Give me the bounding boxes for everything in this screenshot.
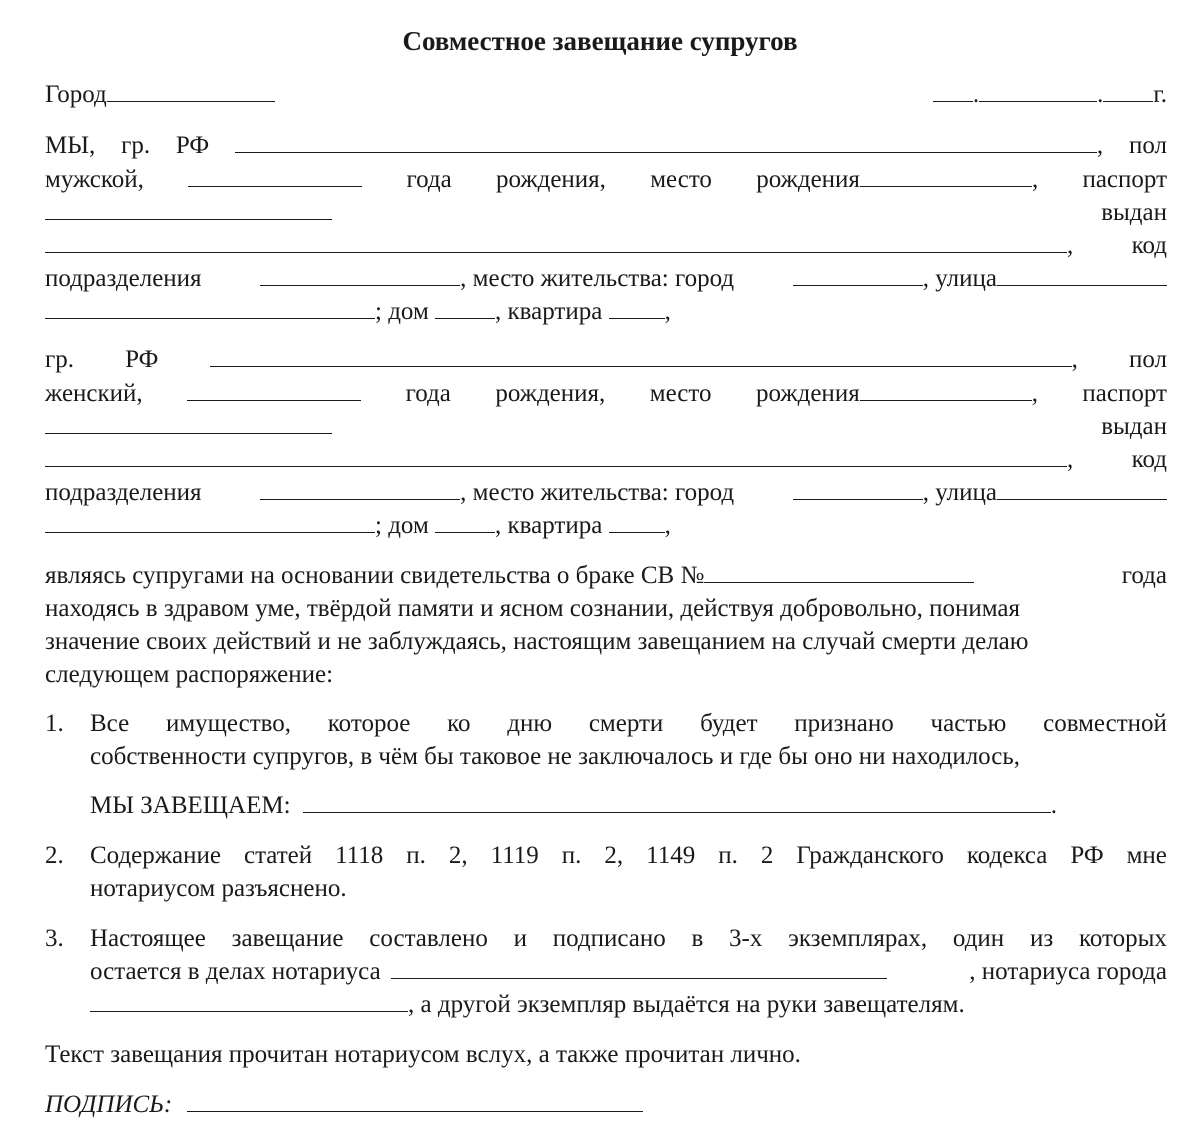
wife-name-row	[45, 343, 1167, 377]
husband-division-code-field[interactable]	[260, 263, 460, 286]
husband-gender: мужской,	[45, 166, 144, 193]
husband-division-group	[260, 262, 734, 296]
period: .	[1050, 792, 1058, 819]
husband-house-field[interactable]	[435, 296, 495, 319]
husband-birthplace-group	[756, 163, 1038, 197]
notary-name-field[interactable]	[391, 956, 887, 979]
wife-birthplace-group	[756, 377, 1038, 411]
wife-passport-row	[45, 410, 1167, 444]
comma: ,	[664, 298, 671, 325]
word: 1118	[335, 842, 384, 869]
wife-address-row	[45, 476, 1167, 510]
item-3-text: , а другой экземпляр выдаётся на руки завещателям.	[408, 991, 965, 1018]
husband-name-row	[45, 129, 1167, 163]
issued-label: выдан	[1101, 199, 1167, 226]
word: кодекса	[966, 842, 1048, 869]
marriage-cert-group	[45, 559, 974, 593]
husband-name-group	[235, 129, 1103, 163]
item-3-line-2	[90, 955, 1167, 989]
word: завещание	[231, 925, 344, 952]
husband-street-cont-field[interactable]	[45, 296, 375, 319]
comma: ,	[1031, 380, 1038, 407]
word: место	[650, 166, 712, 193]
wife-issued-by-field[interactable]	[45, 444, 1067, 467]
date-day-field[interactable]	[933, 79, 973, 102]
residence-label: , место жительства: город	[460, 265, 735, 292]
country-label: РФ	[125, 346, 159, 373]
item-3-text: , нотариуса города	[969, 958, 1167, 985]
wife-issuer-row	[45, 443, 1167, 477]
wife-house-row	[45, 509, 1167, 543]
house-label: ; дом	[375, 298, 429, 325]
citizen-label: гр.	[121, 132, 151, 159]
bequeath-row	[90, 789, 1167, 823]
husband-city-group	[793, 262, 1167, 296]
wife-gender: женский,	[45, 380, 143, 407]
word: рождения	[756, 166, 860, 193]
word: признано	[794, 710, 894, 737]
word: года	[405, 380, 451, 407]
wife-street-cont-field[interactable]	[45, 510, 375, 533]
wife-birthplace-field[interactable]	[860, 378, 1032, 401]
word: 2,	[448, 842, 468, 869]
husband-passport-row	[45, 196, 1167, 230]
apartment-label: , квартира	[495, 512, 603, 539]
signature-row	[45, 1088, 1167, 1122]
word: Все	[90, 710, 130, 737]
husband-house-row	[45, 295, 1167, 329]
signature-label: ПОДПИСЬ:	[45, 1091, 173, 1118]
wife-street-field[interactable]	[997, 477, 1167, 500]
word: экземплярах,	[788, 925, 928, 952]
marriage-line-2: находясь в здравом уме, твёрдой памяти и ясном сознании, действуя добровольно, понимая	[45, 595, 1021, 622]
division-label: подразделения	[45, 265, 202, 292]
word: частью	[930, 710, 1007, 737]
husband-city-field[interactable]	[793, 263, 923, 286]
word: п.	[718, 842, 738, 869]
marriage-line-4: следующем распоряжение:	[45, 661, 334, 688]
street-label: , улица	[922, 265, 997, 292]
we-label: МЫ,	[45, 132, 96, 159]
word: из	[1029, 925, 1054, 952]
citizen-label: гр.	[45, 346, 75, 373]
word: в	[691, 925, 704, 952]
word: РФ	[1070, 842, 1104, 869]
word: дню	[507, 710, 553, 737]
issued-label: выдан	[1101, 413, 1167, 440]
marriage-line-1	[45, 559, 1167, 593]
date-year-field[interactable]	[1103, 79, 1153, 102]
notary-city-field[interactable]	[90, 989, 408, 1012]
city-label: Город	[45, 81, 107, 108]
date-month-field[interactable]	[979, 79, 1097, 102]
passport-label: паспорт	[1082, 166, 1167, 193]
word: совместной	[1043, 710, 1167, 737]
word: имущество,	[165, 710, 292, 737]
item-1-number: 1.	[45, 710, 64, 737]
gender-label: пол	[1128, 346, 1167, 373]
word: которых	[1078, 925, 1167, 952]
code-label: код	[1131, 446, 1167, 473]
word: и	[513, 925, 527, 952]
residence-label: , место жительства: город	[460, 479, 735, 506]
word: 2	[760, 842, 774, 869]
husband-apartment-field[interactable]	[609, 296, 665, 319]
wife-birth-row	[45, 377, 1167, 411]
date-separator: .	[972, 81, 980, 108]
word: ко	[447, 710, 471, 737]
husband-issuer-row	[45, 229, 1167, 263]
apartment-label: , квартира	[495, 298, 603, 325]
husband-passport-number-field[interactable]	[45, 197, 332, 220]
word: статей	[243, 842, 313, 869]
wife-apartment-field[interactable]	[609, 510, 665, 533]
word: подписано	[552, 925, 666, 952]
passport-label: паспорт	[1082, 380, 1167, 407]
comma: ,	[1067, 446, 1074, 473]
item-3-line-1	[90, 922, 1167, 956]
word: п.	[406, 842, 426, 869]
word: мне	[1126, 842, 1167, 869]
word: п.	[561, 842, 582, 869]
husband-issuer-group	[45, 229, 1073, 263]
husband-birthplace-field[interactable]	[860, 164, 1032, 187]
comma: ,	[1096, 132, 1104, 159]
word: Настоящее	[90, 925, 206, 952]
husband-street-field[interactable]	[997, 263, 1167, 286]
husband-name-field[interactable]	[235, 130, 1097, 153]
word: Содержание	[90, 842, 221, 869]
wife-birth-year-field[interactable]	[187, 378, 361, 401]
husband-birth-row	[45, 163, 1167, 197]
code-label: код	[1131, 232, 1167, 259]
word: года	[406, 166, 452, 193]
marriage-text: являясь супругами на основании свидетельства о браке СВ №	[45, 562, 705, 589]
item-1-line-1	[90, 707, 1167, 741]
word: будет	[700, 710, 758, 737]
husband-birth-year-field[interactable]	[188, 164, 362, 187]
house-label: ; дом	[375, 512, 429, 539]
wife-passport-number-field[interactable]	[45, 411, 332, 434]
word: составлено	[369, 925, 488, 952]
word: которое	[327, 710, 411, 737]
wife-name-group	[210, 343, 1078, 377]
marriage-line-3: значение своих действий и не заблуждаясь, настоящим завещанием на случай смерти делаю	[45, 628, 1029, 655]
item-3-number: 3.	[45, 925, 64, 952]
word: рождения,	[495, 166, 606, 193]
item-2-number: 2.	[45, 842, 64, 869]
wife-house-field[interactable]	[435, 510, 495, 533]
bequeath-field[interactable]	[303, 790, 1051, 813]
word: Гражданского	[796, 842, 944, 869]
wife-name-field[interactable]	[210, 344, 1072, 367]
word: года	[1121, 562, 1167, 589]
country-label: РФ	[175, 132, 210, 159]
word: 1119	[490, 842, 539, 869]
comma: ,	[1031, 166, 1039, 193]
wife-division-group	[260, 476, 734, 510]
date-group	[933, 78, 1167, 112]
signature-field[interactable]	[187, 1089, 643, 1112]
word: место	[649, 380, 712, 407]
city-field[interactable]	[107, 79, 275, 102]
date-separator: .	[1097, 81, 1104, 108]
read-aloud-statement: Текст завещания прочитан нотариусом вслух, а также прочитан лично.	[45, 1041, 801, 1068]
document-title: Совместное завещание супругов	[402, 26, 798, 56]
word: рождения,	[495, 380, 606, 407]
word: 2,	[604, 842, 624, 869]
year-suffix: г.	[1153, 81, 1167, 108]
wife-city-field[interactable]	[793, 477, 923, 500]
division-label: подразделения	[45, 479, 202, 506]
city-group	[45, 78, 275, 112]
word: рождения	[755, 380, 860, 407]
husband-issued-by-field[interactable]	[45, 230, 1067, 253]
marriage-certificate-field[interactable]	[704, 560, 974, 583]
comma: ,	[664, 512, 671, 539]
husband-address-row	[45, 262, 1167, 296]
item-3-text: остается в делах нотариуса	[90, 958, 381, 985]
comma: ,	[1067, 232, 1074, 259]
word: 1149	[646, 842, 696, 869]
item-2-line-1	[90, 839, 1167, 873]
wife-division-code-field[interactable]	[260, 477, 460, 500]
item-1-line-2: собственности супругов, в чём бы таковое не заключалось и где бы оно ни находилось,	[90, 743, 1021, 770]
wife-issuer-group	[45, 443, 1073, 477]
city-date-row	[45, 78, 1167, 112]
word: 3-х	[729, 925, 763, 952]
wife-city-group	[793, 476, 1167, 510]
comma: ,	[1071, 346, 1078, 373]
word: один	[952, 925, 1005, 952]
item-2-line-2: нотариусом разъяснено.	[90, 875, 347, 902]
street-label: , улица	[922, 479, 997, 506]
bequeath-label: МЫ ЗАВЕЩАЕМ:	[90, 792, 291, 819]
word: смерти	[588, 710, 664, 737]
notary-group	[90, 955, 887, 989]
item-3-line-3	[90, 988, 1167, 1022]
gender-label: пол	[1128, 132, 1167, 159]
